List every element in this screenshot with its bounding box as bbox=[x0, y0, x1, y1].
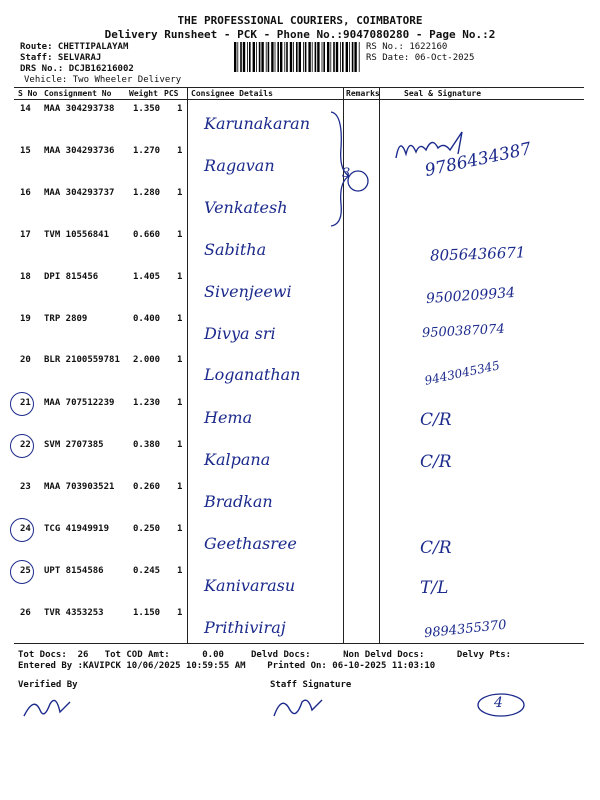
row-sno-circle bbox=[10, 518, 34, 542]
row-seal-signature: C/R bbox=[420, 410, 452, 430]
rs-date: RS Date: 06-Oct-2025 bbox=[366, 53, 475, 63]
row-consignment-no: TCG 41949919 bbox=[44, 524, 110, 534]
row-weight: 2.000 bbox=[133, 355, 161, 365]
row-seal-signature: T/L bbox=[420, 578, 449, 598]
row-weight: 1.280 bbox=[133, 188, 161, 198]
row-sno-circle bbox=[10, 560, 34, 584]
row-pcs: 1 bbox=[177, 440, 183, 450]
row-weight: 1.350 bbox=[133, 104, 161, 114]
row-sno: 21 bbox=[20, 398, 31, 408]
row-weight: 0.250 bbox=[133, 524, 161, 534]
row-sno: 23 bbox=[20, 482, 31, 492]
col-header-remarks: Remarks bbox=[346, 89, 380, 98]
row-pcs: 1 bbox=[177, 314, 183, 324]
row-consignee-name: Kalpana bbox=[204, 450, 271, 469]
row-consignment-no: BLR 2100559781 bbox=[44, 355, 120, 365]
route-label: Route: CHETTIPALAYAM bbox=[20, 42, 129, 52]
col-header-consignment: Consignment No bbox=[44, 89, 112, 98]
row-weight: 0.400 bbox=[133, 314, 161, 324]
row-sno: 24 bbox=[20, 524, 31, 534]
verified-by-signature bbox=[18, 690, 78, 724]
row-seal-signature: 9500209934 bbox=[425, 284, 516, 308]
verified-by-label: Verified By bbox=[18, 680, 78, 690]
row-sno: 26 bbox=[20, 608, 31, 618]
row-pcs: 1 bbox=[177, 104, 183, 114]
row-weight: 1.405 bbox=[133, 272, 161, 282]
row-pcs: 1 bbox=[177, 566, 183, 576]
row-weight: 0.245 bbox=[133, 566, 161, 576]
row-pcs: 1 bbox=[177, 188, 183, 198]
row-consignee-name: Venkatesh bbox=[204, 198, 288, 217]
row-sno: 22 bbox=[20, 440, 31, 450]
row-weight: 1.270 bbox=[133, 146, 161, 156]
staff-signature-mark bbox=[268, 690, 328, 724]
row-consignee-name: Prithiviraj bbox=[204, 618, 286, 637]
row-pcs: 1 bbox=[177, 230, 183, 240]
table-header-rule bbox=[14, 99, 584, 100]
group-phone: 9786434387 bbox=[423, 138, 534, 182]
row-sno: 18 bbox=[20, 272, 31, 282]
row-weight: 0.380 bbox=[133, 440, 161, 450]
row-seal-signature: C/R bbox=[420, 538, 452, 558]
row-consignment-no: MAA 304293737 bbox=[44, 188, 115, 198]
row-consignee-name: Geethasree bbox=[204, 534, 297, 553]
staff-signature-label: Staff Signature bbox=[270, 680, 352, 690]
row-pcs: 1 bbox=[177, 272, 183, 282]
row-consignee-name: Ragavan bbox=[204, 156, 275, 175]
row-seal-signature: 9443045345 bbox=[423, 358, 501, 388]
row-pcs: 1 bbox=[177, 524, 183, 534]
row-consignee-name: Sabitha bbox=[204, 240, 267, 259]
row-seal-signature: 9894355370 bbox=[423, 617, 508, 642]
barcode bbox=[234, 42, 362, 72]
row-seal-signature: 8056436671 bbox=[429, 243, 526, 265]
company-title: THE PROFESSIONAL COURIERS, COIMBATORE bbox=[177, 14, 423, 27]
row-sno-circle bbox=[10, 434, 34, 458]
row-weight: 0.260 bbox=[133, 482, 161, 492]
row-pcs: 1 bbox=[177, 355, 183, 365]
row-consignee-name: Sivenjeewi bbox=[204, 282, 292, 301]
drs-number: DRS No.: DCJB16216002 bbox=[20, 64, 134, 74]
row-consignee-name: Divya sri bbox=[204, 324, 276, 343]
col-header-sno: S No bbox=[18, 89, 38, 98]
row-sno-circle bbox=[10, 392, 34, 416]
row-consignment-no: SVM 2707385 bbox=[44, 440, 104, 450]
row-sno: 15 bbox=[20, 146, 31, 156]
row-weight: 1.150 bbox=[133, 608, 161, 618]
col-header-seal: Seal & Signature bbox=[404, 89, 482, 98]
row-seal-signature: C/R bbox=[420, 452, 452, 472]
staff-label: Staff: SELVARAJ bbox=[20, 53, 102, 63]
row-consignment-no: TRP 2809 bbox=[44, 314, 88, 324]
runsheet-subtitle: Delivery Runsheet - PCK - Phone No.:9047080280 - Page No.:2 bbox=[104, 28, 496, 41]
page-number-mark: 4 bbox=[494, 695, 503, 711]
row-weight: 0.660 bbox=[133, 230, 161, 240]
row-consignment-no: TVM 10556841 bbox=[44, 230, 110, 240]
row-sno: 19 bbox=[20, 314, 31, 324]
vehicle-label: Vehicle: Two Wheeler Delivery bbox=[24, 75, 182, 85]
row-pcs: 1 bbox=[177, 146, 183, 156]
row-consignee-name: Bradkan bbox=[204, 492, 273, 511]
row-seal-signature: 9500387074 bbox=[421, 321, 506, 342]
row-sno: 17 bbox=[20, 230, 31, 240]
row-sno: 20 bbox=[20, 355, 31, 365]
row-consignee-name: Kanivarasu bbox=[204, 576, 296, 595]
group-count-mark: 3 bbox=[342, 166, 351, 181]
table-top-rule bbox=[14, 87, 584, 88]
row-weight: 1.230 bbox=[133, 398, 161, 408]
row-consignee-name: Loganathan bbox=[204, 365, 301, 384]
row-consignee-name: Karunakaran bbox=[204, 114, 311, 133]
row-pcs: 1 bbox=[177, 608, 183, 618]
row-sno: 25 bbox=[20, 566, 31, 576]
row-consignment-no: MAA 707512239 bbox=[44, 398, 115, 408]
table-bottom-rule bbox=[14, 643, 584, 644]
row-consignment-no: MAA 703903521 bbox=[44, 482, 115, 492]
row-sno: 14 bbox=[20, 104, 31, 114]
col-header-weight: Weight bbox=[129, 89, 158, 98]
row-pcs: 1 bbox=[177, 398, 183, 408]
rs-number: RS No.: 1622160 bbox=[366, 42, 448, 52]
row-consignment-no: TVR 4353253 bbox=[44, 608, 104, 618]
row-consignment-no: MAA 304293738 bbox=[44, 104, 115, 114]
col-header-consignee: Consignee Details bbox=[191, 89, 273, 98]
row-pcs: 1 bbox=[177, 482, 183, 492]
row-consignment-no: DPI 815456 bbox=[44, 272, 99, 282]
row-consignment-no: UPT 8154586 bbox=[44, 566, 104, 576]
row-sno: 16 bbox=[20, 188, 31, 198]
row-consignee-name: Hema bbox=[204, 408, 253, 427]
footer-totals: Tot Docs: 26 Tot COD Amt: 0.00 Delvd Docs: Non Delvd Docs: Delvy Pts: bbox=[18, 650, 512, 660]
row-consignment-no: MAA 304293736 bbox=[44, 146, 115, 156]
seal-column-divider bbox=[379, 87, 380, 643]
footer-entry-info: Entered By :KAVIPCK 10/06/2025 10:59:55 AM Printed On: 06-10-2025 11:03:10 bbox=[18, 661, 436, 671]
consignee-column-divider bbox=[187, 87, 188, 643]
col-header-pcs: PCS bbox=[164, 89, 179, 98]
